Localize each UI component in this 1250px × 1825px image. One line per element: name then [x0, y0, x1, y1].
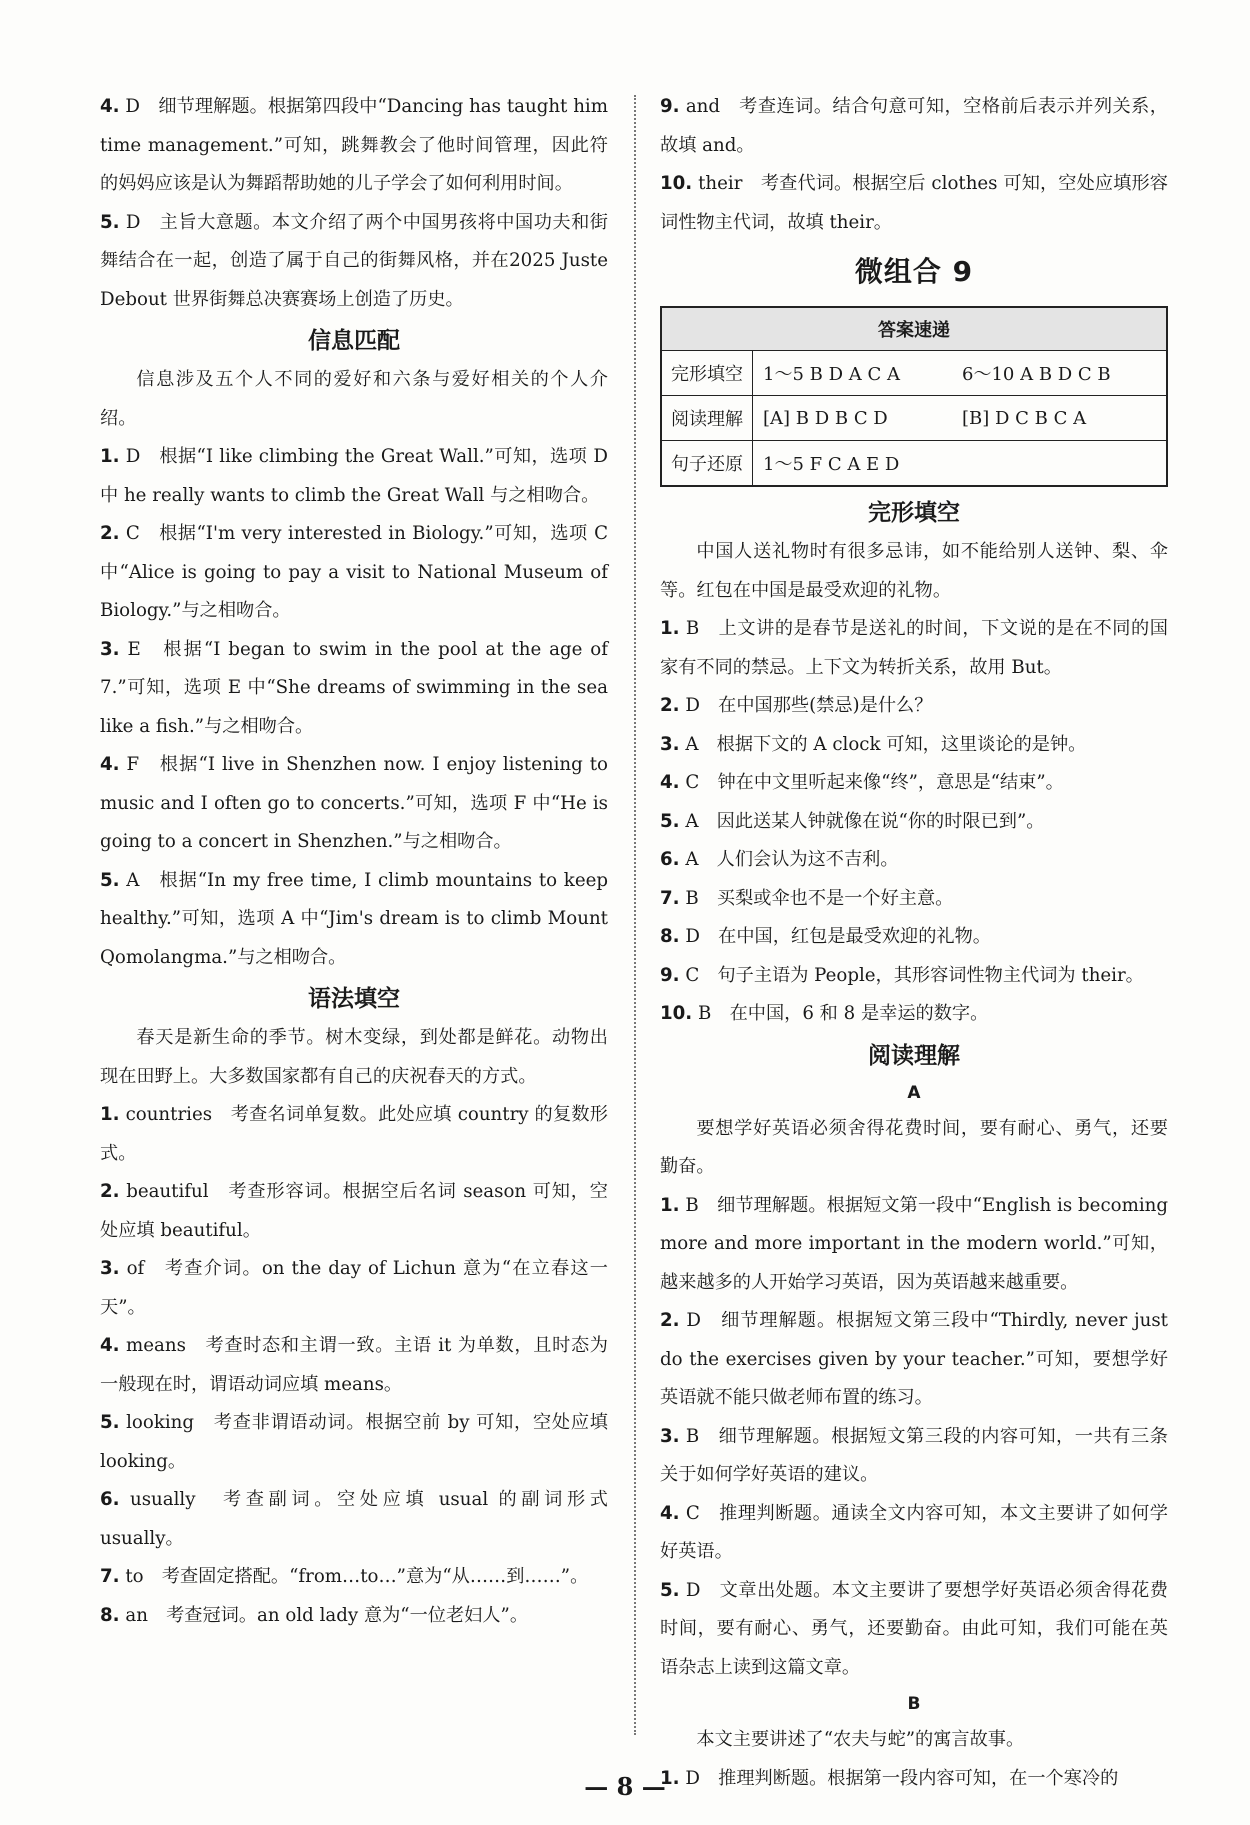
answer-table	[660, 306, 1168, 487]
answer-item: 6. usually 考查副词。空处应填 usual 的副词形式 usually。	[100, 1489, 608, 1549]
answer-item: 5. A 根据“In my free time, I climb mountains to keep healthy.”可知，选项 A 中“Jim's dream is to climb Mount Qomolangma.”与之相吻合。	[100, 869, 608, 968]
answer-item: 4. C 推理判断题。通读全文内容可知，本文主要讲了如何学好英语。	[660, 1502, 1168, 1562]
answer-item: 1. countries 考查名词单复数。此处应填 country 的复数形式。	[100, 1104, 608, 1164]
table-row: 阅读理解 [A] B D B C D [B] D C B C A	[661, 396, 1167, 441]
section-title-cloze: 完形填空	[868, 500, 960, 526]
right-column	[660, 88, 1168, 1798]
section-intro: 春天是新生命的季节。树木变绿，到处都是鲜花。动物出现在田野上。大多数国家都有自己的庆祝春天的方式。	[100, 1027, 608, 1087]
answer-item: 5. D 主旨大意题。本文介绍了两个中国男孩将中国功夫和街舞结合在一起，创造了属于自己的街舞风格，并在2025 Juste Debout 世界街舞总决赛赛场上创造了历史。	[100, 211, 608, 310]
answer-item: 5. looking 考查非谓语动词。根据空前 by 可知，空处应填 looking。	[100, 1412, 608, 1472]
answer-item: 2. D 细节理解题。根据短文第三段中“Thirdly, never just do the exercises given by your teacher.”可知，要想学好英语就不能只做老师布置的练习。	[660, 1310, 1168, 1408]
answer-item: 5. A 因此送某人钟就像在说“你的时限已到”。	[660, 810, 1045, 832]
group-title: 微组合 9	[854, 255, 974, 288]
section-intro: 中国人送礼物时有很多忌讳，如不能给别人送钟、梨、伞等。红包在中国是最受欢迎的礼物。	[660, 541, 1168, 601]
answer-item: 8. D 在中国，红包是最受欢迎的礼物。	[660, 926, 991, 947]
table-row: 完形填空 1～5 B D A C A 6～10 A B D C B	[661, 351, 1167, 396]
answer-item: 1. D 根据“I like climbing the Great Wall.”可知，选项 D 中 he really wants to climb the Great Wall 与之相吻合。	[100, 446, 608, 506]
answer-item: 10. their 考查代词。根据空后 clothes 可知，空处应填形容词性物主代词，故填 their。	[660, 173, 1168, 233]
answer-item: 3. B 细节理解题。根据短文第三段的内容可知，一共有三条关于如何学好英语的建议。	[660, 1425, 1168, 1485]
answer-item: 2. C 根据“I'm very interested in Biology.”可知，选项 C 中“Alice is going to pay a visit to National Museum of Biology.”与之相吻合。	[100, 523, 608, 621]
answer-item: 1. B 上文讲的是春节是送礼的时间，下文说的是在不同的国家有不同的禁忌。上下文为转折关系，故用 But。	[660, 618, 1168, 678]
section-intro: 本文主要讲述了“农夫与蛇”的寓言故事。	[696, 1729, 1025, 1750]
answer-item: 2. D 在中国那些(禁忌)是什么？	[660, 695, 933, 716]
section-title-reading: 阅读理解	[868, 1042, 960, 1069]
answer-item: 5. D 文章出处题。本文主要讲了要想学好英语必须舍得花费时间，要有耐心、勇气，还要勤奋。由此可知，我们可能在英语杂志上读到这篇文章。	[660, 1579, 1168, 1678]
passage-label-b: B	[907, 1694, 921, 1714]
section-intro: 要想学好英语必须舍得花费时间，要有耐心、勇气，还要勤奋。	[660, 1117, 1168, 1177]
answer-item: 2. beautiful 考查形容词。根据空后名词 season 可知，空处应填 beautiful。	[100, 1181, 608, 1241]
answer-item: 1. B 细节理解题。根据短文第一段中“English is becoming more and more important in the modern world.”可知，越来越多的人开始学习英语，因为英语越来越重要。	[660, 1194, 1168, 1293]
answer-item: 4. D 细节理解题。根据第四段中“Dancing has taught him time management.”可知，跳舞教会了他时间管理，因此符的妈妈应该是认为舞蹈帮助她的儿子学会了如何利用时间。	[100, 96, 608, 194]
answer-item: 1. D 推理判断题。根据第一段内容可知，在一个寒冷的	[660, 1767, 1119, 1789]
answer-item: 3. E 根据“I began to swim in the pool at the age of 7.”可知，选项 E 中“She dreams of swimming in the sea like a fish.”与之相吻合。	[100, 638, 608, 737]
left-column	[100, 88, 608, 1635]
answer-item: 9. C 句子主语为 People，其形容词性物主代词为 their。	[660, 964, 1144, 986]
answer-item: 9. and 考查连词。结合句意可知，空格前后表示并列关系，故填 and。	[660, 96, 1168, 156]
answer-item: 3. A 根据下文的 A clock 可知，这里谈论的是钟。	[660, 733, 1087, 755]
answer-item: 4. means 考查时态和主谓一致。主语 it 为单数，且时态为一般现在时，谓语动词应填 means。	[100, 1335, 608, 1395]
answer-item: 10. B 在中国，6 和 8 是幸运的数字。	[660, 1003, 989, 1024]
table-row: 句子还原 1～5 F C A E D	[661, 441, 1167, 487]
answer-item: 7. to 考查固定搭配。“from…to…”意为“从……到……”。	[100, 1566, 589, 1587]
column-divider	[634, 95, 636, 1735]
answer-item: 3. of 考查介词。on the day of Lichun 意为“在立春这一天”。	[100, 1258, 608, 1318]
answer-item: 6. A 人们会认为这不吉利。	[660, 849, 899, 870]
passage-label-a: A	[907, 1082, 921, 1103]
section-title-grammar: 语法填空	[308, 986, 400, 1012]
answer-item: 4. F 根据“I live in Shenzhen now. I enjoy listening to music and I often go to concerts.”可知，选项 F 中“He is going to a concert in Shenzhen.”与之相吻合。	[100, 754, 608, 852]
page-number: — 8 —	[584, 1772, 666, 1801]
answer-item: 4. C 钟在中文里听起来像“终”，意思是“结束”。	[660, 772, 1064, 793]
section-intro: 信息涉及五个人不同的爱好和六条与爱好相关的个人介绍。	[100, 369, 608, 429]
answer-table-header: 答案速递	[661, 307, 1167, 351]
answer-item: 7. B 买梨或伞也不是一个好主意。	[660, 887, 954, 909]
answer-item: 8. an 考查冠词。an old lady 意为“一位老妇人”。	[100, 1604, 529, 1626]
section-title-info-match: 信息匹配	[308, 328, 400, 354]
